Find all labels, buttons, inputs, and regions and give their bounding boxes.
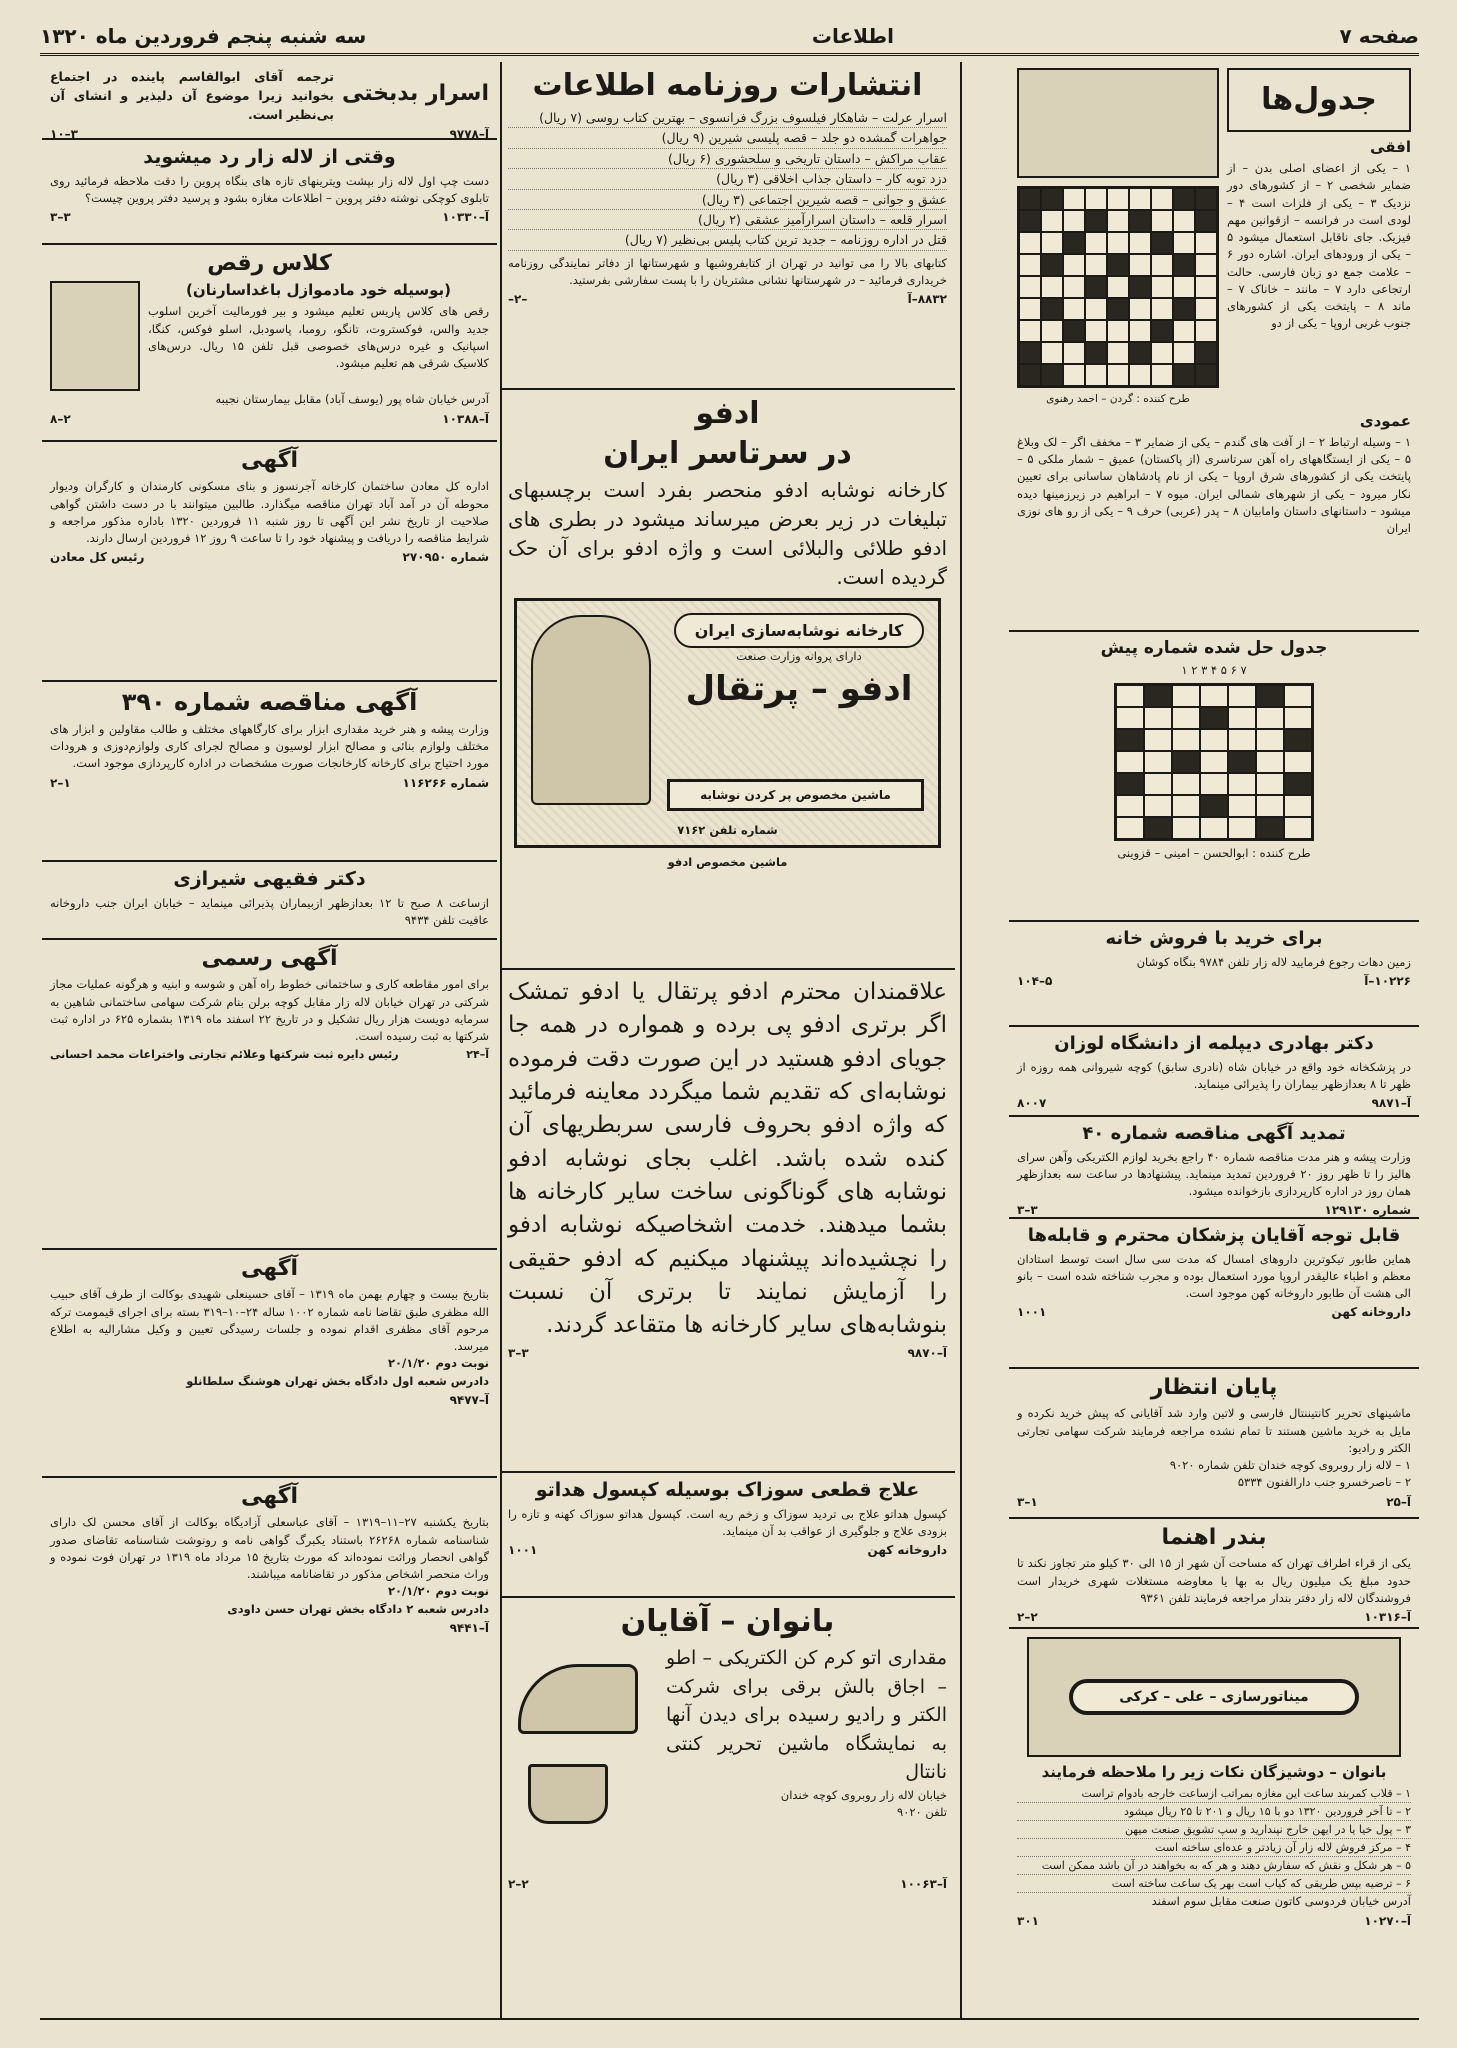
end-wait-title: پایان انتظار	[1150, 1375, 1278, 1400]
crossword-block	[1009, 62, 1419, 632]
watches-item: ۱ – قلاب کمربند ساعت این مغازه بمراتب ازساعت خارجه بادوام تراست	[1017, 1785, 1411, 1803]
solved-numbers: ۷ ۶ ۵ ۴ ۳ ۲ ۱	[1181, 663, 1247, 677]
iron-icon	[518, 1664, 638, 1734]
publication-item: عقاب مراکش – داستان تاریخی و سلحشوری (۶ ریال)	[508, 149, 947, 169]
heirship-notice-court: دادرس شعبه ۲ دادگاه بخش تهران حسن داودی	[227, 1601, 489, 1616]
mines-notice-ref: شماره ۲۷۰۹۵۰ رئیس کل معادن	[50, 550, 489, 565]
tender40-ref: شماره ۱۲۹۱۳۰ ۳–۳	[1017, 1203, 1411, 1218]
watches-item: ۶ – ترضیه بپس طریقی که کیاب است بهر یک ساعت ساخته است	[1017, 1875, 1411, 1893]
doctors-text: هماین طابور تیکوترین داروهای امسال که مدت سی سال است توسط استادان معظم و اطباء عالیقدر اروپا مورد استعمال بوده و مجرب شناخته شده است – بانو الی هشت آن طابور داروخانه کهن موجود است.	[1017, 1251, 1411, 1301]
dance-text: رقص های کلاس پاریس تعلیم میشود و بیر فورمالیت آخرین اسلوب جدید والس، فوکستروت، تانگو، رومبا، پاسودبل، اسلو فوکس، کنگا، اسپانیک و غیره درس‌های خصوصی قبل تلفن ۱۵ ریال. درس‌های کلاسیک شرقی هم تعلیم میشود.	[148, 304, 489, 371]
crossword-title: جدول‌ها	[1227, 68, 1411, 132]
left-column	[42, 62, 497, 1736]
iron-phone: تلفن ۹۰۲۰	[897, 1804, 947, 1819]
dance-title: کلاس رقص	[207, 251, 332, 276]
house-sale-block	[1009, 922, 1419, 1027]
watches-item: ۲ – تا آخر فروردین ۱۳۲۰ دو با ۱۵ ریال و ۲۰۱ تا ۲۵ ریال میشود	[1017, 1803, 1411, 1821]
tulip-title: وقتی از لاله زار رد میشوید	[143, 146, 396, 168]
bandar-block	[1009, 1519, 1419, 1629]
down-clues: ۱ – وسیله ارتباط ۲ – از آفت های گندم – یکی از ضمایر ۳ – مخفف اگر – لک وبلاغ ۵ – یکی از ایستگاههای راه آهن سرتاسری (از پاکستان) عمیق – شمار ملکی ۵ – پایتخت یکی از کشورهای شرق اروپا – یکی از نام پادشاهان ساسانی برای تعیین نکار میرود – یکی از شهرهای شمالی ایران. میوه ۷ – ابراهیم در زیرزمینها دیده میشود – داستانهای داستان وامابیان ۸ – پدر (عربی) حرف ۹ – یکی از رو های نوزی ایران	[1017, 434, 1412, 535]
page-bottom-rule	[40, 2018, 1419, 2020]
watch-band-brand: میناتورسازی – علی – کرکی	[1069, 1679, 1359, 1715]
tender390-ref: شماره ۱۱۶۲۶۶ ۲–۱	[50, 775, 489, 790]
doctors-title: قابل توجه آقایان پزشکان محترم و قابله‌ها	[1027, 1225, 1401, 1246]
watches-item: ۴ – مرکز فروش لاله زار آن زیادتر و عده‌ای ساخته است	[1017, 1839, 1411, 1857]
bandar-title: بندر اهنما	[1161, 1525, 1267, 1550]
capsule-text: کپسول هداتو علاج بی تردید سوزاک و زخم ریه است. کپسول هداتو سوزاک کهنه و تازه را بزودی علاج و جلوگیری از عواقب بد آن مینماید.	[508, 1506, 947, 1539]
end-wait-text: ماشینهای تحریر کانتیننتال فارسی و لاتین وارد شد آقایانی که پیش خرید نکرده و مایل به خرید ماشین هستند تا تمام نشده مراجعه فرمایند شرکت سهامی تجارتی الکتر و رادیو:	[1017, 1406, 1411, 1455]
watches-address: آدرس خیابان فردوسی کاتون صنعت مقابل سوم اسفند	[1151, 1894, 1411, 1909]
adfo-brand: ادفو – پرتقال	[685, 669, 913, 710]
solved-grid	[1114, 683, 1314, 841]
inheritance-notice-title: آگهی	[240, 1256, 299, 1281]
solved-puzzle-block	[1009, 632, 1419, 922]
publication-item: اسرار عرلت – شاهکار فیلسوف بزرگ فرانسوی – بهترین کتاب روسی (۷ ریال)	[508, 108, 947, 128]
publications-list	[508, 108, 947, 251]
masthead	[40, 18, 1419, 56]
mines-notice-text: اداره کل معادن ساختمان کارخانه آجرنسوز و بنای مسکونی کارمندان و کارگران ودیوار محوطه آن در آمد آباد تهران مناقصه میگذارد. طالبین میتوانند با در دست داشتن گواهی صلاحیت از تاریخ نشر این آگهی تا روز شنبه ۱۱ فروردین ۱۳۲۰ باداره مذکور مراجعه و شرایط مناقصه را دریافت و پیشنهاد خود را تا ساعت ۹ روز ۱۲ فروردین ارسال دارند.	[50, 479, 489, 546]
adfo-arrow-caption: ماشین مخصوص ادفو	[667, 855, 788, 869]
adfo-factory-sub: دارای پروانه وزارت صنعت	[736, 649, 862, 663]
down-title: عمودی	[1359, 411, 1411, 430]
issue-date: سه شنبه پنجم فروردین ماه ۱۳۲۰	[40, 23, 367, 48]
tulip-ref: آ–۱۰۳۳۰ ۳–۳	[50, 210, 489, 225]
crossword-illustration	[1017, 68, 1219, 178]
publication-item: جواهرات گمشده دو جلد – قصه پلیسی شیرین (۹ ریال)	[508, 128, 947, 148]
official-notice-block	[42, 940, 497, 1250]
clinic-title: دکتر بهادری دیپلمه از دانشگاه لوزان	[1054, 1033, 1374, 1054]
publications-title: انتشارات روزنامه اطلاعات	[532, 68, 923, 103]
watches-title: بانوان – دوشیزگان نکات زیر را ملاحظه فرمایند	[1041, 1763, 1387, 1781]
watches-list	[1017, 1785, 1411, 1893]
adfo-text: کارخانه نوشابه ادفو منحصر بفرد است برچسبهای تبلیغات در زیر بعرض میرساند میشود در بطری های ادفو طلائی والبلائی است و واژه ادفو برای آن حک گردیده است.	[508, 478, 947, 589]
page-number: صفحه ۷	[1339, 23, 1419, 48]
watches-illustration	[1027, 1637, 1401, 1757]
heirship-notice-text: بتاریخ یکشنبه ۲۷–۱۱–۱۳۱۹ – آقای عباسعلی آزادیگاه بوکالت از آقای محسن لک دارای شناسنامه شماره ۲۶۲۶۸ باستناد یکبرگ گواهی نامه و رونوشت شناسنامه تقاضای صدور گواهی انحصار وراثت نموده‌اند که مورث بتاریخ ۱۵ مرداد ماه ۱۳۱۹ در تهران فوت نموده و وراث منحصر اشخاص مذکور در تقاضانامه میباشند.	[50, 1515, 489, 1582]
adfo-title: در سرتاسر ایران	[603, 436, 852, 471]
house-sale-text: زمین دهات رجوع فرمایید لاله زار تلفن ۹۷۸۴ بنگاه کوشان	[1136, 954, 1411, 969]
publication-item: اسرار قلعه – داستان اسرارآمیز عشقی (۲ ریال)	[508, 210, 947, 230]
adfo-phone: شماره تلفن ۷۱۶۲	[677, 822, 778, 837]
watches-ref: آ–۱۰۲۷۰ ۳۰۱	[1017, 1913, 1411, 1928]
dance-address: آدرس خیابان شاه پور (یوسف آباد) مقابل بیمارستان نجیبه	[215, 392, 489, 407]
solved-credit: طرح کننده : ابوالحسن – امینی – قزوینی	[1117, 846, 1311, 861]
adfo-block	[500, 390, 955, 970]
watches-block	[1009, 1629, 1419, 1957]
shirazi-title: دکتر فقیهی شیرازی	[173, 868, 366, 890]
right-column	[1009, 62, 1419, 1957]
clinic-ref: آ–۹۸۷۱ ۸۰۰۷	[1017, 1096, 1411, 1111]
tender40-title: تمدید آگهی مناقصه شماره ۴۰	[1082, 1123, 1346, 1144]
clinic-block	[1009, 1027, 1419, 1117]
crossword-grid	[1017, 186, 1219, 388]
capsule-title: علاج قطعی سوزاک بوسیله کپسول هداتو	[535, 1479, 920, 1501]
doctors-block	[1009, 1219, 1419, 1369]
across-title: افقی	[1370, 138, 1411, 156]
inheritance-notice-court: دادرس شعبه اول دادگاه بخش تهران هوشنگ سلطانلو	[186, 1373, 489, 1388]
shirazi-text: ازساعت ۸ صبح تا ۱۲ بعدازظهر ازبیماران پذیرائی مینماید – خیابان ایران جنب داروخانه عافیت تلفن ۹۴۳۴	[50, 895, 489, 928]
inheritance-notice-block	[42, 1250, 497, 1478]
iron-illustration	[508, 1644, 658, 1874]
tender40-text: وزارت پیشه و هنر مدت مناقصه شماره ۴۰ راجع بخرید لوازم الکتریکی وآهن سرای هالیز را تا ظهر روز ۲۰ فروردین تمدید مینماید. پیشنهادها در ساعت سه بعدازظهر همان روز در اداره کارپردازی بازخوانده میشود.	[1017, 1149, 1411, 1199]
publication-item: قتل در اداره روزنامه – جدید ترین کتاب پلیس بی‌نظیر (۷ ریال)	[508, 230, 947, 250]
official-notice-title: آگهی رسمی	[201, 946, 338, 971]
official-notice-ref: آ–۲۴ رئیس دایره ثبت شرکتها وعلائم تجارتی واختراعات محمد احسانی	[50, 1048, 489, 1062]
adfo-kicker: ادفو	[695, 396, 760, 431]
watches-item: ۵ – هر شکل و نقش که سفارش دهند و هر که به بخواهند در آن باشد ممکن است	[1017, 1857, 1411, 1875]
solved-title: جدول حل شده شماره پیش	[1100, 638, 1328, 658]
shirazi-block	[42, 862, 497, 940]
publications-ref: ۸۸۳۲–آ –۲–	[508, 292, 947, 307]
capsule-ref: داروخانه کهن ۱۰۰۱	[508, 1543, 947, 1558]
iron-block	[500, 1598, 955, 1928]
iron-title: بانوان – آقایان	[620, 1604, 835, 1639]
pot-icon	[528, 1764, 608, 1824]
end-wait-address-2: ۲ – ناصرخسرو جنب دارالفنون ۵۳۳۴	[1237, 1475, 1411, 1490]
house-sale-ref: ۱۰۲۲۶–آ ۱۰۴–۵	[1017, 973, 1411, 988]
heirship-notice-title: آگهی	[240, 1484, 299, 1509]
publication-item: عشق و جوانی – قصه شیرین اجتماعی (۳ ریال)	[508, 190, 947, 210]
across-clues: ۱ – یکی از اعضای اصلی بدن – از ضمایر شخصی ۲ – از کشورهای دور نزدیک ۳ – یکی از فلزات است ۴ – لودی است در فرانسه – ازقوانین مهم فیزیک. جای ناقابل استعمال میشود ۵ – یکی از ورودهای ایران. اشاره دور ۶ – علامت جمع دو زبان فارسی. حالت ارتجاعی دارد ۷ – مانند – خاناک ۷ – ماند ۸ – پایتخت یکی از کشورهای جنوب غربی اروپا – یکی از دو	[1227, 161, 1412, 331]
tender390-title: آگهی مناقصه شماره ۳۹۰	[121, 688, 418, 716]
dance-ref: آ–۱۰۳۸۸ ۸–۲	[50, 411, 489, 426]
dance-block	[42, 245, 497, 442]
end-wait-ref: آ–۲۵ ۳–۱	[1017, 1494, 1411, 1509]
bad-luck-block	[42, 62, 497, 140]
inheritance-notice-ref: آ–۹۴۷۷	[449, 1392, 489, 1407]
inheritance-notice-text: بتاریخ بیست و چهارم بهمن ماه ۱۳۱۹ – آقای حسینعلی شهیدی بوکالت از طرف آقای حبیب الله مظفری طبق تقاضا نامه شماره ۱۰۰۲ ساله ۲۴–۱۰–۳۱۹ بسته برای اجرای قیمومت ترکه مرحوم آقای مظفری اقدام نموده و جلسات رسیدگی تعیین و وکیل مشارالیه به اطلاع میرسد.	[50, 1287, 489, 1354]
paper-name: اطلاعات	[811, 23, 894, 48]
crossword-credit: طرح کننده : گردن – احمد رهنوی	[1046, 393, 1190, 405]
publications-text: کتابهای بالا را می توانید در تهران از کتابفروشیها و شهرستانها از دفاتر نمایندگی روزنامه خریداری فرمائید – در شهرستانها نشانی مشتریان را با پست سفارشی بفرستید.	[508, 255, 947, 287]
middle-column	[500, 62, 955, 1928]
doctors-ref: داروخانه کهن ۱۰۰۱	[1017, 1305, 1411, 1320]
tulip-block	[42, 140, 497, 245]
bandar-text: یکی از قراء اطراف تهران که مساحت آن شهر از ۱۵ الی ۳۰ کیلو متر تجاوز نکند تا حدود مبلغ یک میلیون ریال به بها یا معاوضه مستغلات شهری خریدار است فروشندگان لاله زار دفتر بندار مراجعه فرمایند تلفن ۹۳۶۱	[1017, 1556, 1411, 1605]
tender40-block	[1009, 1117, 1419, 1219]
capsule-block	[500, 1473, 955, 1598]
tulip-text: دست چپ اول لاله زار بپشت ویترینهای تازه های بنگاه پروین را دقت ملاحظه فرمائید روی تابلوی کوچکی نوشته دفتر پروین – اطلاعات مغازه بشود و پرسید دفتر پروین چیست؟	[50, 173, 489, 206]
bad-luck-text: ترجمه آقای ابوالقاسم پاینده در اجتماع بخوانید زیرا موضوع آن دلیذیر و انشای آن بی‌نظیر است.	[50, 69, 334, 122]
publications-block	[500, 62, 955, 390]
publication-item: دزد توبه کار – داستان جذاب اخلاقی (۳ ریال)	[508, 169, 947, 189]
heirship-notice-block	[42, 1478, 497, 1736]
iron-ref: آ–۱۰۰۶۳ ۲–۲	[508, 1877, 947, 1891]
iron-text: مقداری اتو کرم کن الکتریکی – اطو – اجاق بالش برقی برای شرکت الکتر و رادیو رسیده برای دیدن آنها به نمایشگاه ماشین تحریر کنتی نانتال	[666, 1647, 947, 1783]
clinic-text: در پزشکخانه خود واقع در خیابان شاه (نادری سابق) کوچه شیروانی همه روزه از ظهر تا ۸ بعدازظهر بیماران را پذیرائی مینماید.	[1017, 1059, 1411, 1091]
mines-notice-title: آگهی	[240, 448, 299, 473]
official-notice-text: برای امور مقاطعه کاری و ساختمانی خطوط راه آهن و شوسه و ابنیه و هرگونه عملیات مجاز شرکتی در تهران خیابان لاله زار مقابل کوچه برلن بنام شرکت سهامی ساختمانی شاهین به سرمایه دویست هزار ریال تشکیل و در تاریخ ۲۲ اسفند ماه ۱۳۱۹ بشماره ۶۲۵ در اداره ثبت شرکتها به ثبت رسیده است.	[50, 977, 489, 1044]
bandar-ref: آ–۱۰۳۱۶ ۲–۲	[1017, 1610, 1411, 1625]
bad-luck-ref: آ–۹۷۷۸ ۱۰–۳	[50, 127, 489, 140]
end-wait-block	[1009, 1369, 1419, 1519]
tender390-block	[42, 682, 497, 862]
iron-address: خیابان لاله زار روبروی کوچه خندان	[780, 1787, 947, 1802]
adfo-notice-ref: آ–۹۸۷۰ ۳–۳	[508, 1345, 947, 1360]
end-wait-address-1: ۱ – لاله زار روبروی کوچه خندان تلفن شماره ۹۰۲۰	[1169, 1458, 1411, 1473]
adfo-notice-text: علاقمندان محترم ادفو پرتقال یا ادفو تمشک اگر برتری ادفو پی برده و همواره در همه جا جویای ادفو هستید در این صورت دقت فرموده نوشابه‌ای که تقدیم شما میگردد معاینه فرمائید که واژه ادفو بحروف فارسی سربطریهای آن کنده شده باشد. اغلب بجای نوشابه ادفو نوشابه های گوناگونی ساخت سایر کارخانه ها بشما میدهند. خدمت اشخاصیکه نوشابه ادفو را نچشیده‌اند پیشنهاد میکنیم که ادفو حقیقی را آزمایش نمایند تا برتری آن نسبت بنوشابه‌های سایر کارخانه ها متقاعد گردند.	[508, 979, 947, 1339]
watches-item: ۳ – پول خیا یا در ایهن خارج نپندارید و سپ تشویق صنعت میهن	[1017, 1821, 1411, 1839]
inheritance-notice-date: نوبت دوم ۲۰/۱/۲۰	[387, 1356, 489, 1371]
adfo-factory-name: کارخانه نوشابه‌سازی ایران	[674, 613, 924, 648]
bottling-machine-icon	[531, 615, 651, 805]
heirship-notice-date: نوبت دوم ۲۰/۱/۲۰	[387, 1584, 489, 1599]
dancer-portrait	[50, 281, 140, 391]
mines-notice-block	[42, 442, 497, 682]
adfo-arrow-banner: ماشین مخصوص پر کردن نوشابه	[667, 779, 924, 811]
bad-luck-title: اسرار بدبختی	[341, 80, 489, 106]
column-rule-right	[960, 62, 962, 2020]
tender390-text: وزارت پیشه و هنر خرید مقداری ابزار برای کارگاههای مختلف و طالب مقاولین و ابزار های مختلف ولوازم بنائی و مصالح ابزار لوسیون و مصالح لجرای کاری ولوازم‌دوزی و هرودات مورد احتیاج برای کارخانه کارخانجات صورت مشخصات در اداره کارپردازی موجود است.	[50, 721, 489, 771]
dance-subtitle: (بوسیله خود مادموازل باغداسارنان)	[186, 281, 451, 300]
heirship-notice-ref: آ–۹۴۴۱	[449, 1620, 489, 1635]
adfo-notice-block	[500, 970, 955, 1473]
adfo-illustration	[514, 598, 941, 848]
house-sale-title: برای خرید با فروش خانه	[1105, 928, 1323, 949]
